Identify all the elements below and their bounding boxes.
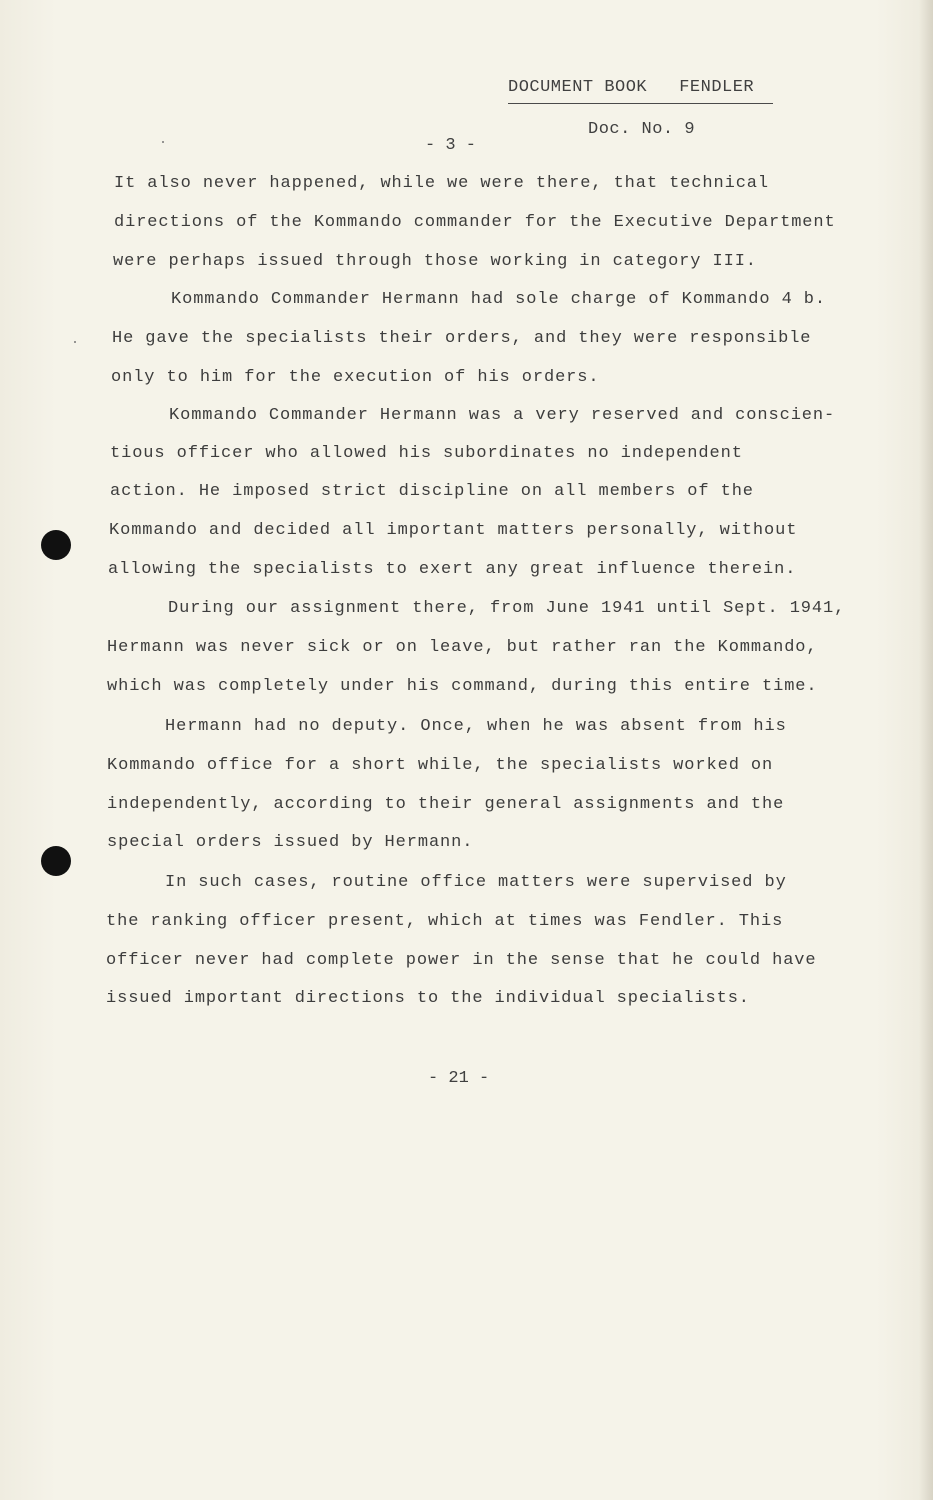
body-line: Hermann was never sick or on leave, but rather ran the Kommando, [107,638,818,657]
body-line: During our assignment there, from June 1941 until Sept. 1941, [168,599,846,618]
body-line: only to him for the execution of his orders. [111,368,600,387]
body-line: tious officer who allowed his subordinates no independent [110,444,743,463]
body-line: special orders issued by Hermann. [107,833,474,852]
body-line: independently, according to their general assignments and the [107,795,785,814]
body-line: Hermann had no deputy. Once, when he was absent from his [165,717,787,736]
doc-number: Doc. No. 9 [588,120,696,139]
body-line: Kommando Commander Hermann was a very reserved and conscien- [169,406,836,425]
body-line: In such cases, routine office matters were supervised by [165,873,787,892]
ink-speck [162,141,164,143]
ink-speck [74,341,76,343]
document-book-header: DOCUMENT BOOK FENDLER [508,78,755,97]
body-line: Kommando Commander Hermann had sole charge of Kommando 4 b. [171,290,826,309]
body-line: Kommando and decided all important matters personally, without [109,521,798,540]
body-line: directions of the Kommando commander for the Executive Department [114,213,836,232]
body-line: Kommando office for a short while, the specialists worked on [107,756,774,775]
page-edge-shadow [919,0,933,1500]
punch-hole-icon [41,846,71,876]
body-line: It also never happened, while we were there, that technical [114,174,769,193]
body-line: the ranking officer present, which at times was Fendler. This [106,912,784,931]
body-line: action. He imposed strict discipline on all members of the [110,482,754,501]
body-line: officer never had complete power in the sense that he could have [106,951,817,970]
body-line: which was completely under his command, during this entire time. [107,677,818,696]
punch-hole-icon [41,530,71,560]
internal-page-mark: - 3 - [425,136,477,155]
footer-page-number: - 21 - [428,1069,490,1088]
body-line: were perhaps issued through those working in category III. [113,252,757,271]
body-line: allowing the specialists to exert any great influence therein. [108,560,797,579]
body-line: issued important directions to the individual specialists. [106,989,750,1008]
header-underline [508,103,773,104]
body-line: He gave the specialists their orders, and they were responsible [112,329,812,348]
